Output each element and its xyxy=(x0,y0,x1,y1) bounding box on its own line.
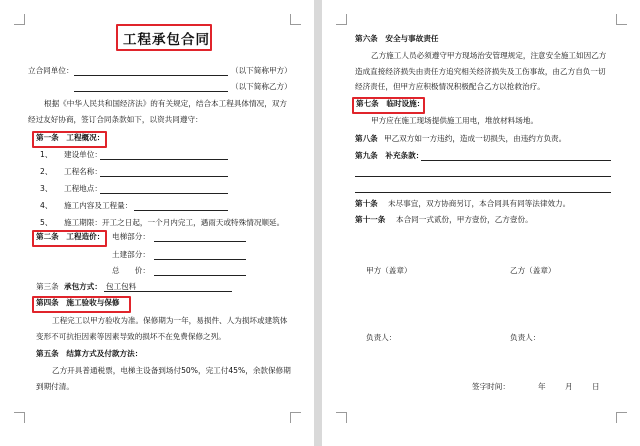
article-1-item-blank xyxy=(100,176,228,177)
article-1-item-label: 工程地点： xyxy=(64,184,102,193)
article-2-heading: 第二条 工程造价： xyxy=(36,232,105,241)
article-5-heading: 第五条 结算方式及付款方法： xyxy=(36,349,143,358)
price-elevator-label: 电梯部分： xyxy=(112,232,150,241)
article-1-item-num: 2、 xyxy=(40,167,53,176)
crop-mark xyxy=(616,412,627,423)
article-1-item-label: 工程名称： xyxy=(64,167,102,176)
article-1-item-num: 5、 xyxy=(40,218,53,227)
price-total-label: 总 价： xyxy=(112,266,150,275)
article-11-prefix: 第十一条 xyxy=(355,215,386,224)
article-6-text: 乙方施工人员必须遵守甲方现场治安管理规定，注意安全施工如因乙方造成直接经济损失由责任方追究相关经济损失及工伤事故，由乙方自负一切经济责任，但甲方应积极情况积极配合乙方以抢救治疗。 xyxy=(355,51,607,91)
article-11-text: 本合同一式贰份，甲方壹份，乙方壹份。 xyxy=(396,215,533,224)
article-10-text: 未尽事宜，双方协商另订，本合同具有同等法律效力。 xyxy=(388,199,571,208)
preamble: 根据《中华人民共和国经济法》的有关规定，结合本工程具体情况，双方经过友好协商，签订合同条款如下，以资共同遵守： xyxy=(28,99,287,124)
party-b-suffix: （以下简称乙方） xyxy=(231,82,292,91)
article-3-blank xyxy=(104,291,232,292)
sign-time-label: 签字时间： xyxy=(472,382,510,391)
crop-mark xyxy=(290,14,301,25)
article-3-prefix: 第三条 xyxy=(36,282,59,291)
article-3-label: 承包方式： xyxy=(64,282,102,291)
party-b-responsible: 负责人： xyxy=(510,333,541,342)
article-9-heading: 第九条 补充条款： xyxy=(355,151,424,160)
article-5-text: 乙方开具普通税票，电梯主设备到场付50%，完工付45%，余款保修期到期付清。 xyxy=(36,366,291,391)
article-1-item-label: 建设单位： xyxy=(64,150,102,159)
article-10-prefix: 第十条 xyxy=(355,199,378,208)
party-b-blank xyxy=(74,91,228,92)
article-1-item-num: 1、 xyxy=(40,150,53,159)
page-gap xyxy=(314,0,322,446)
article-1-item-num: 3、 xyxy=(40,184,53,193)
crop-mark xyxy=(616,14,627,25)
crop-mark xyxy=(290,412,301,423)
article-1-item-label: 施工期限：开工之日起，一个月内完工，遇雨天或特殊情况顺延。 xyxy=(64,218,285,227)
party-a-blank xyxy=(74,75,228,76)
party-b-seal: 乙方（盖章） xyxy=(510,266,556,275)
supplement-line xyxy=(355,176,611,177)
article-1-item-label: 施工内容及工程量： xyxy=(64,201,133,210)
page-2 xyxy=(322,0,640,446)
article-7-text: 甲方应在施工现场提供施工用电，堆放材料场地。 xyxy=(371,116,539,125)
document-title: 工程承包合同 xyxy=(123,32,210,48)
article-4-text: 工程完工以甲方验收为准。保修期为一年，易损件、人为损坏或建筑体变形不可抗拒因素等因素导致的损坏不在免费保修之列。 xyxy=(36,316,288,341)
article-8-text: 甲乙双方如一方违约，造成一切损失，由违约方负责。 xyxy=(384,134,567,143)
article-1-item-blank xyxy=(134,210,228,211)
sign-day: 日 xyxy=(592,382,600,391)
price-civil-label: 土建部分： xyxy=(112,250,150,259)
article-4-heading: 第四条 施工验收与保修 xyxy=(36,298,120,307)
price-total-blank xyxy=(154,275,246,276)
article-1-heading: 第一条 工程概况： xyxy=(36,133,105,142)
supplement-line xyxy=(355,192,611,193)
party-a-responsible: 负责人： xyxy=(366,333,397,342)
price-civil-blank xyxy=(154,259,246,260)
article-8-prefix: 第八条 xyxy=(355,134,378,143)
article-1-item-blank xyxy=(100,193,228,194)
supplement-line xyxy=(421,160,611,161)
party-a-suffix: （以下简称甲方） xyxy=(231,66,292,75)
party-a-seal: 甲方（盖章） xyxy=(366,266,412,275)
crop-mark xyxy=(14,14,25,25)
article-6-heading: 第六条 安全与事故责任 xyxy=(355,34,439,43)
article-1-item-blank xyxy=(100,159,228,160)
crop-mark xyxy=(336,412,347,423)
crop-mark xyxy=(336,14,347,25)
sign-month: 月 xyxy=(565,382,573,391)
page-1 xyxy=(0,0,314,446)
article-3-value: 包工包料 xyxy=(106,282,137,291)
crop-mark xyxy=(14,412,25,423)
sign-year: 年 xyxy=(538,382,546,391)
article-7-heading: 第七条 临时设施： xyxy=(356,99,425,108)
contractor-label: 立合同单位： xyxy=(28,66,74,75)
price-elevator-blank xyxy=(154,241,246,242)
article-1-item-num: 4、 xyxy=(40,201,53,210)
